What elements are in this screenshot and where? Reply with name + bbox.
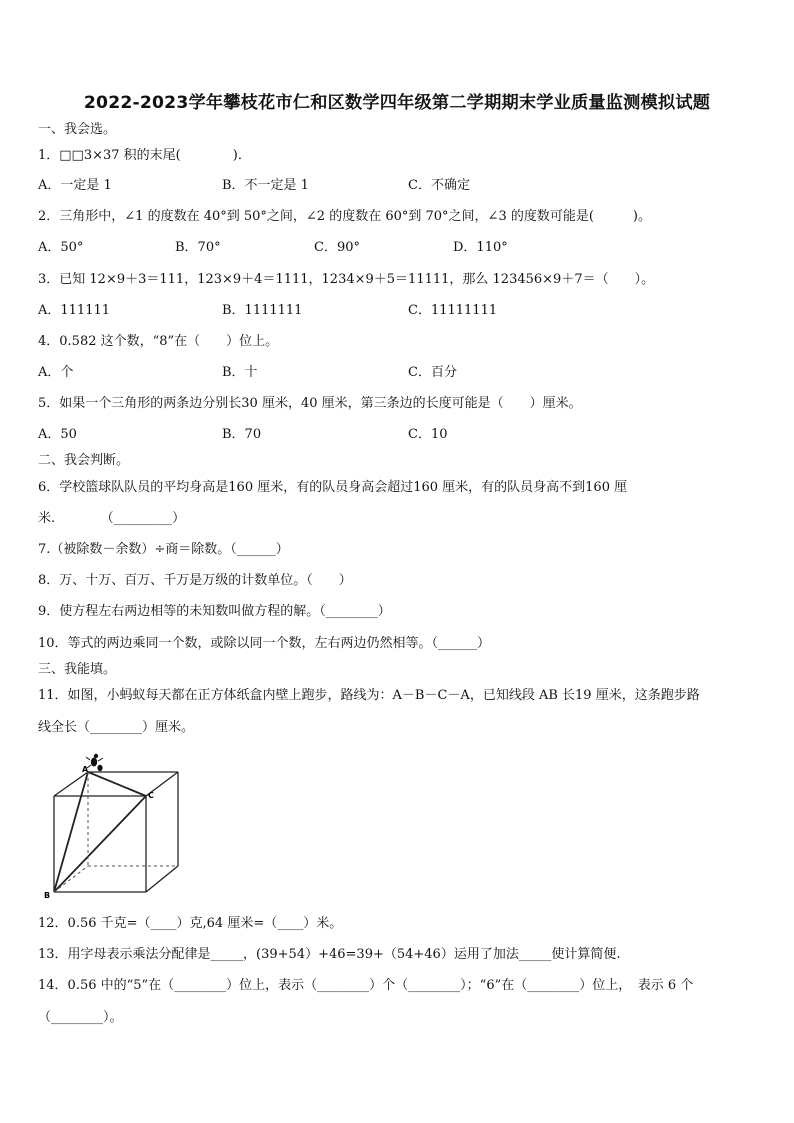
label-c: C: [148, 791, 154, 800]
cube-figure: [44, 748, 190, 900]
question-3: 3．已知 12×9＋3＝111，123×9＋4＝1111，1234×9＋5＝11111，那么 123456×9＋7＝（ ）。: [38, 272, 655, 287]
q5-option-a: A．50: [38, 427, 77, 442]
q1-option-b: B．不一定是 1: [222, 178, 309, 193]
question-1: 1．□□3×37 积的末尾( )．: [38, 148, 251, 163]
question-11-line-2: 线全长（________）厘米。: [38, 720, 195, 735]
q5-option-c: C．10: [408, 427, 448, 442]
q3-option-b: B．1111111: [222, 303, 303, 318]
q4-option-c: C．百分: [408, 365, 457, 380]
section-1-heading: 一、我会选。: [38, 122, 117, 137]
question-13: 13．用字母表示乘法分配律是_____，(39+54）+46=39+（54+46）运用了加法_____使计算简便.: [38, 947, 621, 962]
q2-option-c: C．90°: [314, 240, 360, 255]
cube-hidden-depth-edge: [54, 866, 88, 892]
question-11-line-1: 11．如图，小蚂蚁每天都在正方体纸盒内壁上跑步，路线为：A－B－C－A，已知线段 AB 长19 厘米，这条跑步路: [38, 688, 700, 703]
page-title: 2022-2023学年攀枝花市仁和区数学四年级第二学期期末学业质量监测模拟试题: [83, 93, 711, 113]
question-6-line-1: 6．学校篮球队队员的平均身高是160 厘米，有的队员身高会超过160 厘米，有的队员身高不到160 厘: [38, 480, 628, 495]
question-5: 5．如果一个三角形的两条边分别长30 厘米，40 厘米，第三条边的长度可能是（ ）厘米。: [38, 396, 582, 411]
q3-option-c: C．11111111: [408, 303, 498, 318]
q2-option-d: D．110°: [453, 240, 508, 255]
question-14-line-1: 14．0.56 中的“5”在（________）位上，表示（________）个（________）；“6”在（________）位上， 表示 6 个: [38, 978, 694, 993]
q5-option-b: B．70: [222, 427, 262, 442]
question-8: 8．万、十万、百万、千万是万级的计数单位。（ ）: [38, 573, 352, 588]
question-7: 7.（被除数－余数）÷商＝除数。（______）: [38, 542, 289, 557]
section-3-heading: 三、我能填。: [38, 662, 117, 677]
label-a: A: [82, 765, 89, 774]
section-2-heading: 二、我会判断。: [38, 453, 130, 468]
question-10: 10．等式的两边乘同一个数，或除以同一个数，左右两边仍然相等。（______）: [38, 636, 491, 651]
question-9: 9．使方程左右两边相等的未知数叫做方程的解。（________）: [38, 604, 391, 619]
q4-option-b: B．十: [222, 365, 258, 380]
question-4: 4．0.582 这个数，“8”在（ ）位上。: [38, 334, 279, 349]
q2-option-b: B．70°: [175, 240, 221, 255]
q1-option-c: C．不确定: [408, 178, 470, 193]
question-12: 12．0.56 千克=（____）克,64 厘米=（____）米。: [38, 916, 343, 931]
cube-bottom-right-edge: [146, 866, 178, 892]
label-b: B: [44, 891, 51, 900]
q3-option-a: A．111111: [38, 303, 111, 318]
path-a-to-c: [88, 772, 146, 796]
question-2: 2．三角形中，∠1 的度数在 40°到 50°之间，∠2 的度数在 60°到 70°之间，∠3 的度数可能是( )。: [38, 209, 652, 224]
q2-option-a: A．50°: [38, 240, 84, 255]
q4-option-a: A．个: [38, 365, 74, 380]
q1-option-a: A．一定是 1: [38, 178, 112, 193]
question-6-line-2: 米. （_________）: [38, 511, 186, 526]
question-14-line-2: （________）。: [38, 1010, 123, 1025]
ant-icon: [86, 754, 103, 771]
